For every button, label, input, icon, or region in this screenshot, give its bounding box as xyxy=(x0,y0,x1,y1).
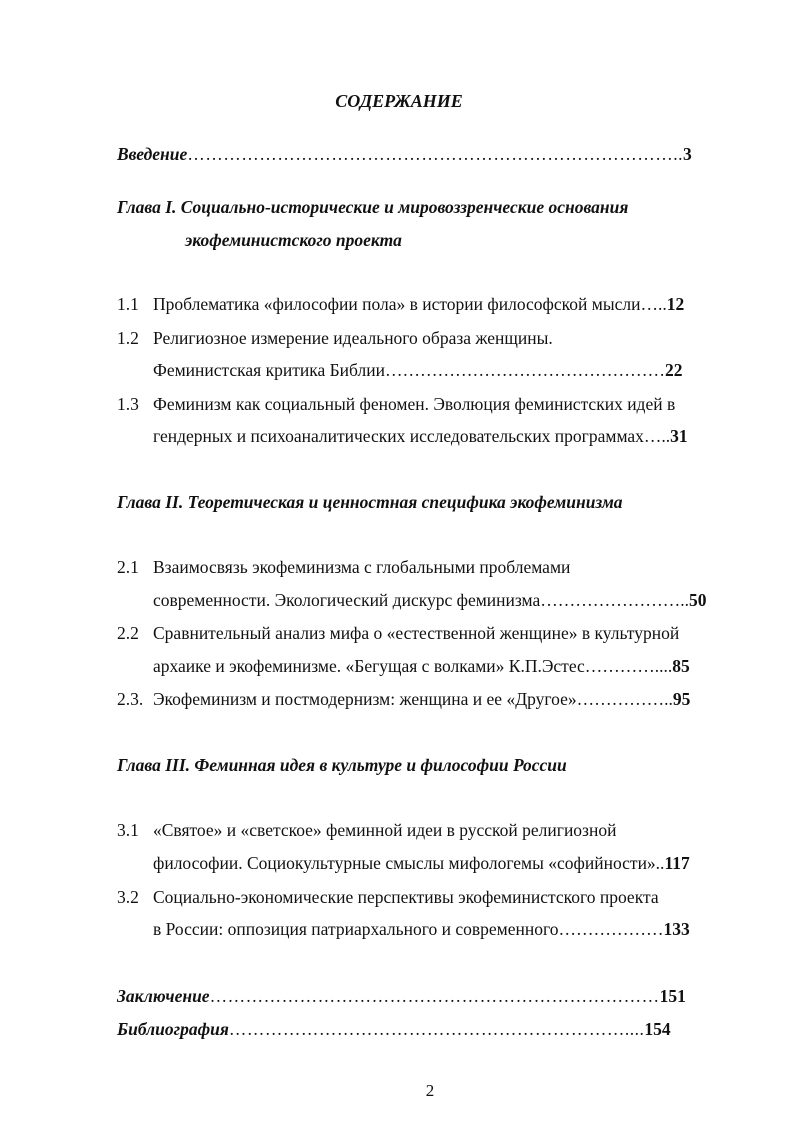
toc-entry-1-1 xyxy=(117,293,684,315)
section-title-cont: в России: оппозиция патриархального и современного……………… xyxy=(153,919,664,939)
section-page: 22 xyxy=(664,360,683,380)
section-page: 31 xyxy=(670,426,688,446)
toc-entry-2-1-cont xyxy=(153,589,707,611)
intro-page: 3 xyxy=(683,144,692,164)
section-title-cont: современности. Экологический дискурс феминизма…………………….. xyxy=(153,590,690,610)
section-title-cont: философии. Социокультурные смыслы мифологемы «софийности».. xyxy=(153,853,665,873)
toc-entry-2-2-cont xyxy=(153,655,690,677)
toc-entry-intro xyxy=(117,143,692,165)
section-title: Экофеминизм и постмодернизм: женщина и ее «Другое»…………….. xyxy=(153,689,673,709)
page-number: 2 xyxy=(425,1081,435,1100)
toc-entry-1-3 xyxy=(117,393,675,415)
intro-dots: ……………………………………………………………………….. xyxy=(187,144,684,164)
toc-entry-2-2 xyxy=(117,622,679,644)
section-title: Феминизм как социальный феномен. Эволюция феминистских идей в xyxy=(153,394,676,414)
chapter1-heading-line1: Глава I. Социально-исторические и мировоззренческие основания xyxy=(117,197,629,217)
section-page: 12 xyxy=(666,294,685,314)
section-title: Проблематика «философии пола» в истории философской мысли….. xyxy=(153,294,667,314)
chapter3-heading: Глава III. Феминная идея в культуре и философии России xyxy=(117,755,567,775)
section-number: 1.1 xyxy=(117,294,139,314)
conclusion-dots: ………………………………………………………………… xyxy=(209,986,660,1006)
conclusion-page: 151 xyxy=(659,986,686,1006)
chapter1-heading-line2: экофеминистского проекта xyxy=(185,230,402,250)
toc-entry-2-1 xyxy=(117,556,570,578)
section-number: 2.2 xyxy=(117,623,139,643)
section-title: Социально-экономические перспективы экофеминистского проекта xyxy=(153,887,659,907)
section-title: Взаимосвязь экофеминизма с глобальными проблемами xyxy=(153,557,571,577)
section-number: 3.1 xyxy=(117,820,139,840)
section-number: 1.2 xyxy=(117,328,139,348)
toc-entry-1-3-cont xyxy=(153,425,688,447)
toc-entry-conclusion xyxy=(117,985,686,1007)
conclusion-label: Заключение xyxy=(117,986,210,1006)
section-number: 2.3. xyxy=(117,689,144,709)
intro-label: Введение xyxy=(117,144,188,164)
section-title-cont: Феминистская критика Библии………………………………………… xyxy=(153,360,665,380)
section-number: 1.3 xyxy=(117,394,139,414)
bibliography-page: 154 xyxy=(644,1019,671,1039)
section-title-cont: гендерных и психоаналитических исследовательских программах….. xyxy=(153,426,671,446)
bibliography-dots: ………………………………………………………….... xyxy=(228,1019,645,1039)
toc-entry-3-2-cont xyxy=(153,918,690,940)
toc-entry-2-3 xyxy=(117,688,690,710)
section-page: 95 xyxy=(672,689,691,709)
section-title: Религиозное измерение идеального образа женщины. xyxy=(153,328,553,348)
chapter2-heading: Глава II. Теоретическая и ценностная специфика экофеминизма xyxy=(117,492,623,512)
page-title: СОДЕРЖАНИЕ xyxy=(335,91,463,111)
toc-entry-1-2 xyxy=(117,327,553,349)
bibliography-label: Библиография xyxy=(117,1019,229,1039)
toc-entry-bibliography xyxy=(117,1018,671,1040)
toc-entry-3-1 xyxy=(117,819,616,841)
section-page: 85 xyxy=(672,656,690,676)
section-title: Сравнительный анализ мифа о «естественной женщине» в культурной xyxy=(153,623,680,643)
section-title-cont: архаике и экофеминизме. «Бегущая с волками» К.П.Эстес………….... xyxy=(153,656,673,676)
toc-entry-3-2 xyxy=(117,886,659,908)
section-page: 117 xyxy=(664,853,690,873)
toc-entry-1-2-cont xyxy=(153,359,682,381)
section-number: 2.1 xyxy=(117,557,139,577)
section-page: 133 xyxy=(663,919,690,939)
section-page: 50 xyxy=(689,590,707,610)
toc-entry-3-1-cont xyxy=(153,852,690,874)
section-title: «Святое» и «светское» феминной идеи в русской религиозной xyxy=(153,820,617,840)
section-number: 3.2 xyxy=(117,887,139,907)
